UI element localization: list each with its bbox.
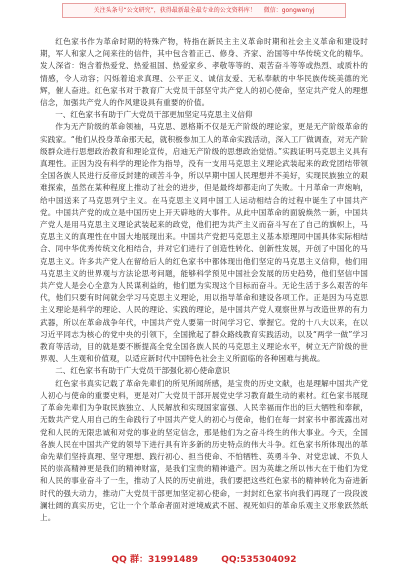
banner-right-text: 微信：gongwenyj xyxy=(263,7,315,14)
document-body xyxy=(40,36,368,552)
footer-qq-group: QQ 群：31991489 xyxy=(111,555,199,565)
header-banner xyxy=(62,3,346,18)
banner-left-text: 关注头条号“公文研究”，获得最新最全最专业的公文资料库！ xyxy=(93,7,256,14)
section-heading-1: 一、红色家书有助于广大党员干部更加坚定马克思主义信仰 xyxy=(55,110,253,120)
footer-qq: QQ:535304092 xyxy=(221,555,297,565)
paragraph-intro: 红色家书作为革命时期的特殊产物，特指在新民主主义革命时期和社会主义革命和建设时期，军人和家人之间来往的信件，其中包含着正己、修身、齐家、治国等中华传统文化的精华。发人深省：饱含着热爱党、热爱祖国、热爱家乡、孝敬等等的、艰苦奋斗等等或热烈、或质朴的情感，令人动容；闪烁着追求真理、公平正义、诚信友爱、无私奉献的中华民族传统美德的光辉，催人奋进。红色家书对于教育广大党员干部坚守共产党人的初心使命，坚定共产党人的理想信念，加强共产党人的作风建设具有重要的价值。 xyxy=(40,37,368,108)
paragraph-section-1: 作为无产阶级的革命领袖，马克思、恩格斯不仅是无产阶级的理论家，更是无产阶级革命的实践家。“他们从投身革命那天起，就积极参加工人的革命实践活动，深入工厂做调查，对无产阶级群众进行思想政治教育和理论宣传，启迪无产阶级的思想政治觉悟。”实践证明马克思主义具有真理性。正因为没有科学的理论作为指导，没有一支用马克思主义理论武装起来的政党团结带领全国各族人民进行反帝反封建的顽苦斗争，所以早期中国人民理想并不美好，实现民族独立的艰难探索，虽然在某种程度上推动了社会的进步，但是最终却都走向了失败。十月革命一声炮响，给中国送来了马克思列宁主义。在马克思主义同中国工人运动相结合的过程中诞生了中国共产党。中国共产党的成立是中国历史上开天辟地的大事件。从此中国革命的面貌焕然一新，中国共产党人是用马克思主义理论武装起来的政党，他们把为共产主义而奋斗写在了自己的旗帜上，马克思主义的真理性在中国大地展现出来。中国共产党把马克思主义基本原理同中国具体实际相结合、同中华优秀传统文化相结合，并对它们进行了创造性转化、创新性发展，开创了中国化的马克思主义。许多共产党人在留给后人的红色家书中都体现出他们坚定的马克思主义信仰，他们用马克思主义的世界观与方法论思考问题，能够科学预见中国社会发展的历史趋势，他们坚信中国共产党人是会心全意为人民谋利益的，他们愿为实现这个目标而奋斗。无论生活于多么艰苦的年代，他们只要有时间就会学习马克思主义理论，用以指导革命和建设各项工作。正是因为马克思主义理论是科学的理论、人民的理论、实践的理论，是中国共产党人观察世界与改造世界的有力武器，所以在革命战争年代，中国共产党人要第一时间学习它、掌握它。党的十八大以来，在以习近平同志为核心的党中央的引领下，全国掀起了群众路线教育实践活动，以及“两学一做”学习教育等活动，目的就是要不断提高全党全国各族人民的马克思主义理论水平，树立无产阶级的世界观、人生观和价值观，以适应新时代中国特色社会主义所面临的各种困难与挑战。 xyxy=(40,122,368,364)
section-heading-2: 二、红色家书有助于广大党员干部强化初心使命意识 xyxy=(55,366,230,376)
paragraph-section-2: 红色家书真实记载了革命先辈们的所见所闻所感，是宝贵的历史文献，也是理解中国共产党人初心与使命的重要史料，更是对广大党员干部开展党史学习教育最生动的素材。红色家书展现了革命先辈们为争取民族独立、人民解放和实现国家富强、人民幸福而作出的巨大牺牲和奉献，无数共产党人用自己的生命践行了中国共产党人的初心与使命，他们在每一封家书中都流露出对党和人民的无限忠诚和对党的事业的坚定信念，那是他们为之奋斗终生的伟大事业。今天，全国各族人民在中国共产党的领导下进行具有许多新的历史特点的伟大斗争。红色家书所体现出的革命先辈们坚持真理、坚守理想、践行初心、担当使命、不怕牺牲、英勇斗争、对党忠诚、不负人民的崇高精神更是我们的精神财富，是我们宝贵的精神遗产。因为英雄之所以伟大在于他们为党和人民的事业奋斗了一生，推动了人民的历史前进，我们要把这些红色家书的精神转化为奋进新时代的强大动力，推动广大党员干部更加坚定初心使命，一封封红色家书向我们再现了一段段波澜壮阔的真实历史，它让一个个革命者面对逆境威武不屈、视死如归的革命乐观主义形象跃然纸上。 xyxy=(40,378,368,522)
footer-contact xyxy=(0,552,408,568)
